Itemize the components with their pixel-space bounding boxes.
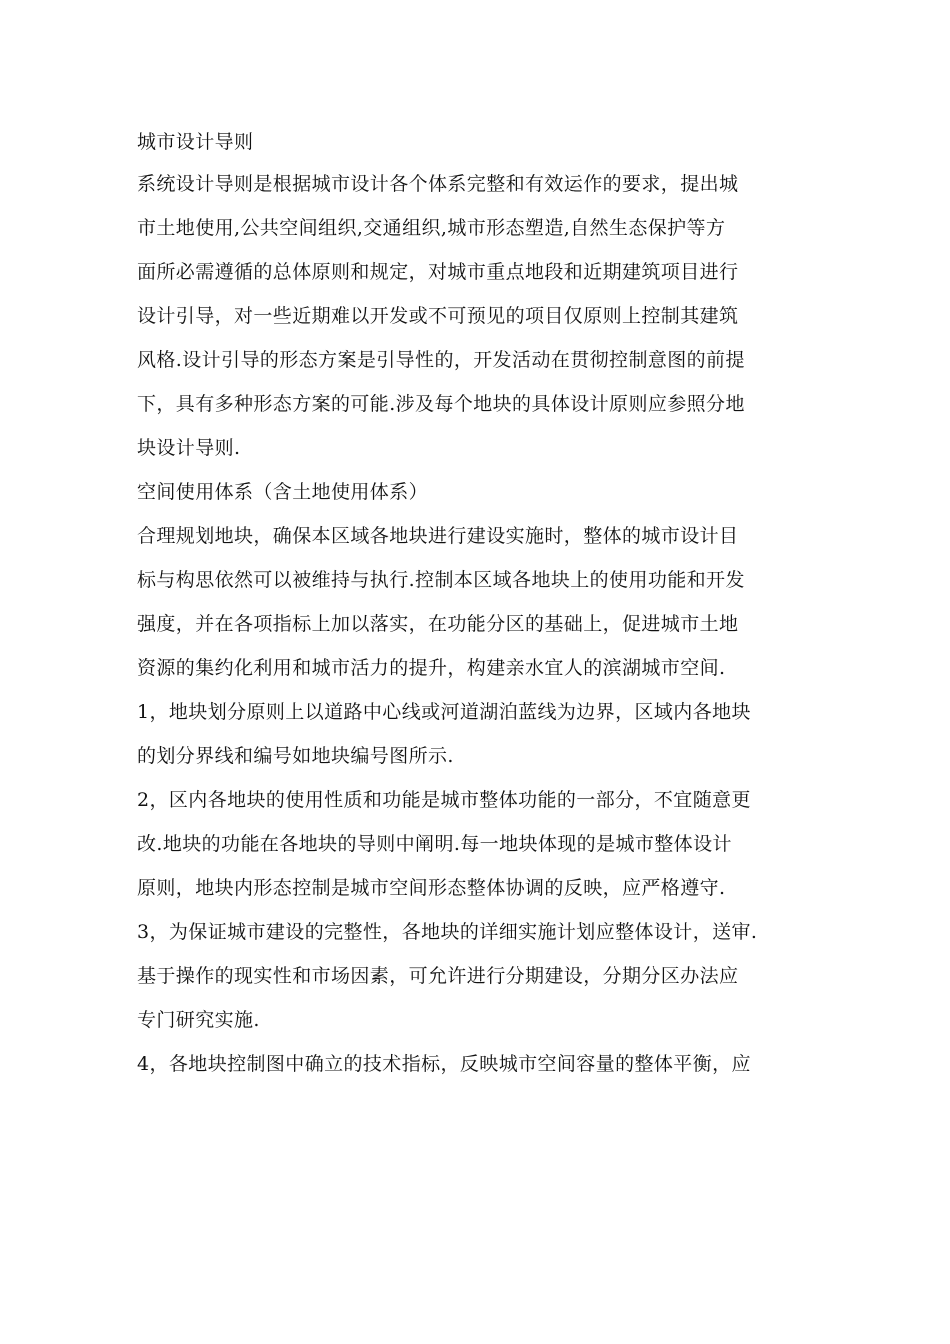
text-line: 资源的集约化利用和城市活力的提升，构建亲水宜人的滨湖城市空间. <box>137 657 726 679</box>
document-body <box>137 120 822 1086</box>
text-line: 下，具有多种形态方案的可能.涉及每个地块的具体设计原则应参照分地 <box>137 393 745 415</box>
text-line: 强度，并在各项指标上加以落实，在功能分区的基础上，促进城市土地 <box>137 613 739 635</box>
list-item-line: 原则，地块内形态控制是城市空间形态整体协调的反映，应严格遵守. <box>137 877 726 899</box>
list-item-line: 专门研究实施. <box>137 1009 260 1031</box>
list-item-line: 4，各地块控制图中确立的技术指标，反映城市空间容量的整体平衡，应 <box>137 1053 751 1075</box>
text-line: 市土地使用,公共空间组织,交通组织,城市形态塑造,自然生态保护等方 <box>137 217 726 239</box>
text-line: 设计引导，对一些近期难以开发或不可预见的项目仅原则上控制其建筑 <box>137 305 739 327</box>
list-item-line: 1，地块划分原则上以道路中心线或河道湖泊蓝线为边界，区域内各地块 <box>137 701 751 723</box>
document-title: 城市设计导则 <box>137 131 254 153</box>
text-line: 面所必需遵循的总体原则和规定，对城市重点地段和近期建筑项目进行 <box>137 261 739 283</box>
list-item-line: 基于操作的现实性和市场因素，可允许进行分期建设，分期分区办法应 <box>137 965 739 987</box>
text-line: 标与构思依然可以被维持与执行.控制本区域各地块上的使用功能和开发 <box>137 569 745 591</box>
list-item-line: 2，区内各地块的使用性质和功能是城市整体功能的一部分，不宜随意更 <box>137 789 751 811</box>
text-line: 风格.设计引导的形态方案是引导性的，开发活动在贯彻控制意图的前提 <box>137 349 745 371</box>
list-item-line: 3，为保证城市建设的完整性，各地块的详细实施计划应整体设计，送审. <box>137 921 758 943</box>
list-item-line: 的划分界线和编号如地块编号图所示. <box>137 745 454 767</box>
section-heading: 空间使用体系（含土地使用体系） <box>137 481 429 503</box>
text-line: 块设计导则. <box>137 437 241 459</box>
list-item-line: 改.地块的功能在各地块的导则中阐明.每一地块体现的是城市整体设计 <box>137 833 732 855</box>
text-line: 合理规划地块，确保本区域各地块进行建设实施时，整体的城市设计目 <box>137 525 739 547</box>
text-line: 系统设计导则是根据城市设计各个体系完整和有效运作的要求，提出城 <box>137 173 739 195</box>
